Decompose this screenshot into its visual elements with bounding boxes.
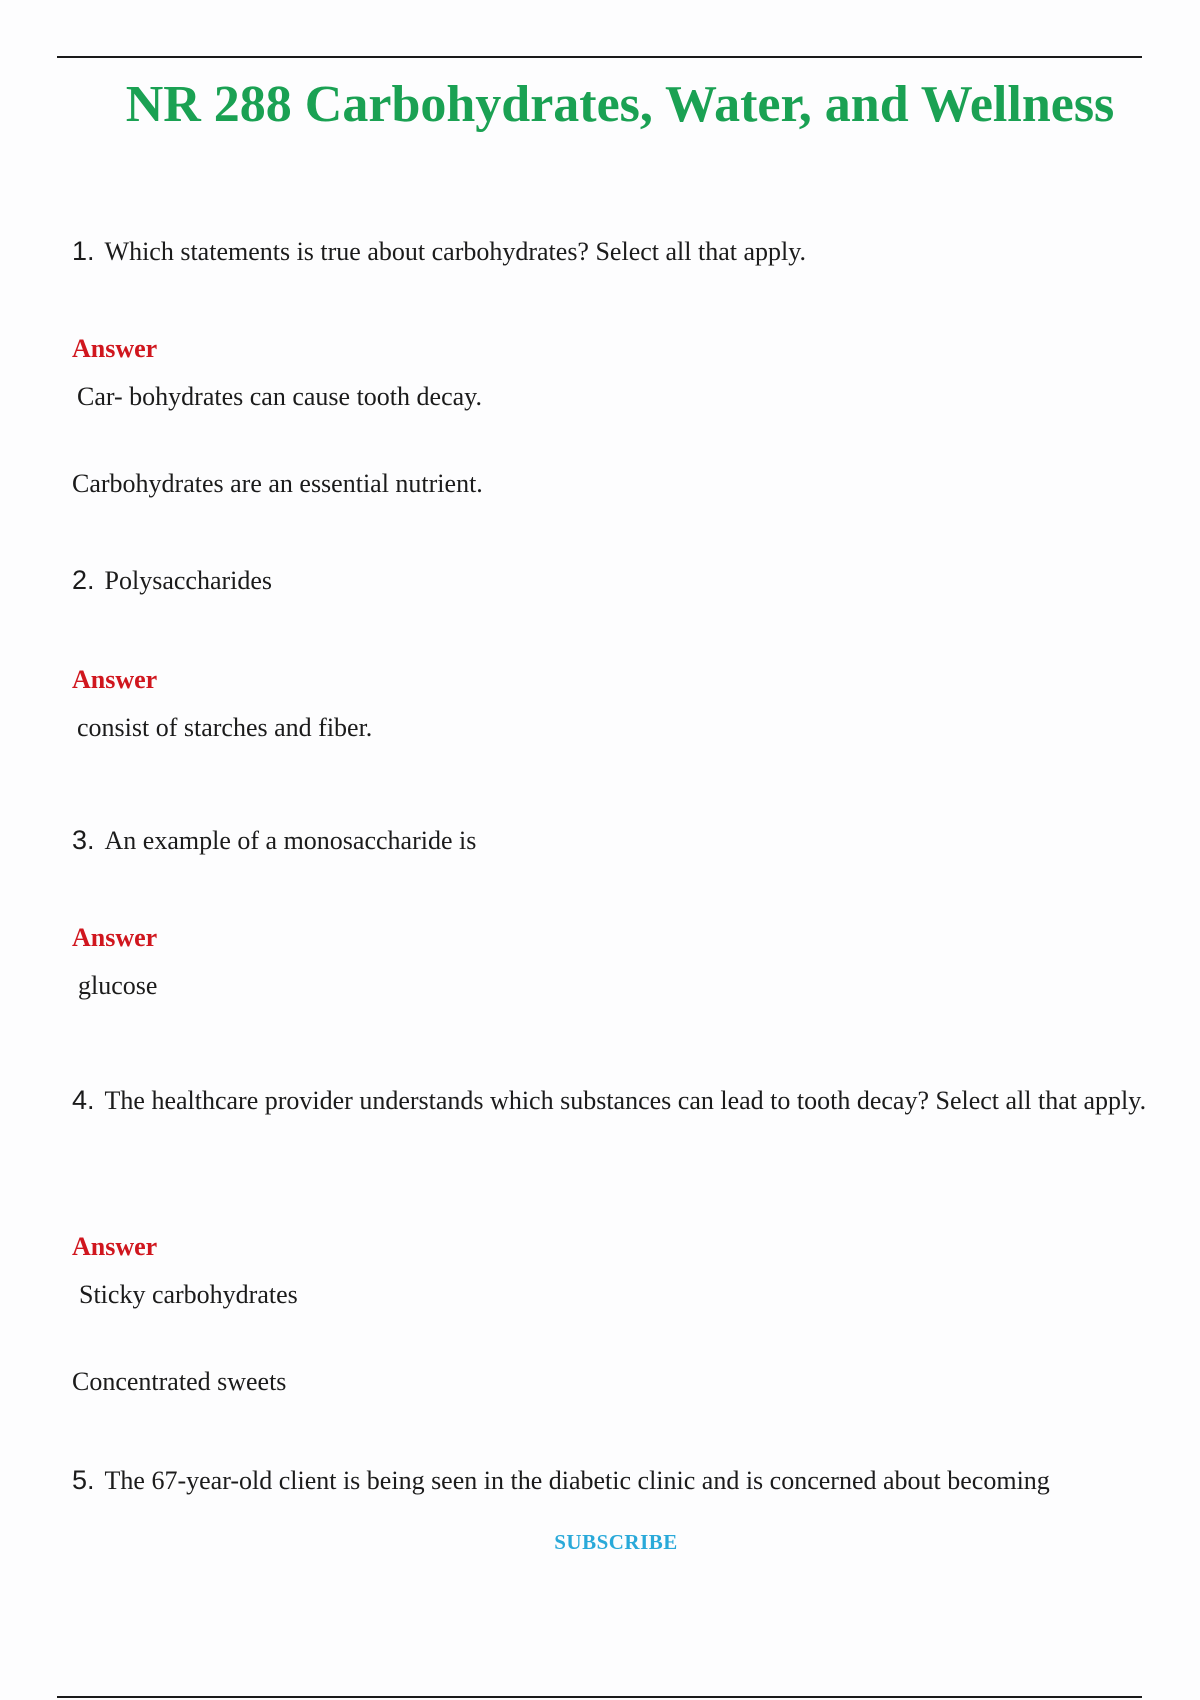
question-number: 5. <box>72 1465 95 1495</box>
answer-label: Answer <box>72 1232 158 1261</box>
question-text: An example of a monosaccharide is <box>104 826 477 855</box>
bottom-rule <box>57 1696 1142 1698</box>
question-number: 4. <box>72 1085 95 1115</box>
question-number: 3. <box>72 825 95 855</box>
question-3 <box>72 815 1147 866</box>
question-1 <box>72 226 1147 277</box>
question-number: 1. <box>72 236 95 266</box>
question-text: The healthcare provider understands which substances can lead to tooth decay? Select all that apply. <box>104 1086 1147 1115</box>
answer-label: Answer <box>72 665 158 694</box>
answer-text: glucose <box>78 971 158 1000</box>
question-text: Which statements is true about carbohydrates? Select all that apply. <box>104 237 807 266</box>
answer-text: Sticky carbohydrates <box>79 1280 298 1309</box>
subscribe-link[interactable]: SUBSCRIBE <box>554 1530 678 1554</box>
answer-text: Concentrated sweets <box>72 1367 287 1396</box>
question-text: The 67-year-old client is being seen in the diabetic clinic and is concerned about becoming <box>104 1466 1050 1495</box>
answer-text: consist of starches and fiber. <box>77 713 373 742</box>
answer-text: Car- bohydrates can cause tooth decay. <box>77 382 482 411</box>
question-4 <box>72 1075 1147 1126</box>
answer-text: Carbohydrates are an essential nutrient. <box>72 469 483 498</box>
answer-label: Answer <box>72 923 158 952</box>
question-5 <box>72 1455 1147 1506</box>
document-title: NR 288 Carbohydrates, Water, and Wellness <box>125 76 1115 133</box>
top-rule <box>57 56 1142 58</box>
question-number: 2. <box>72 565 95 595</box>
question-text: Polysaccharides <box>104 566 273 595</box>
answer-label: Answer <box>72 334 158 363</box>
question-2 <box>72 555 1147 606</box>
